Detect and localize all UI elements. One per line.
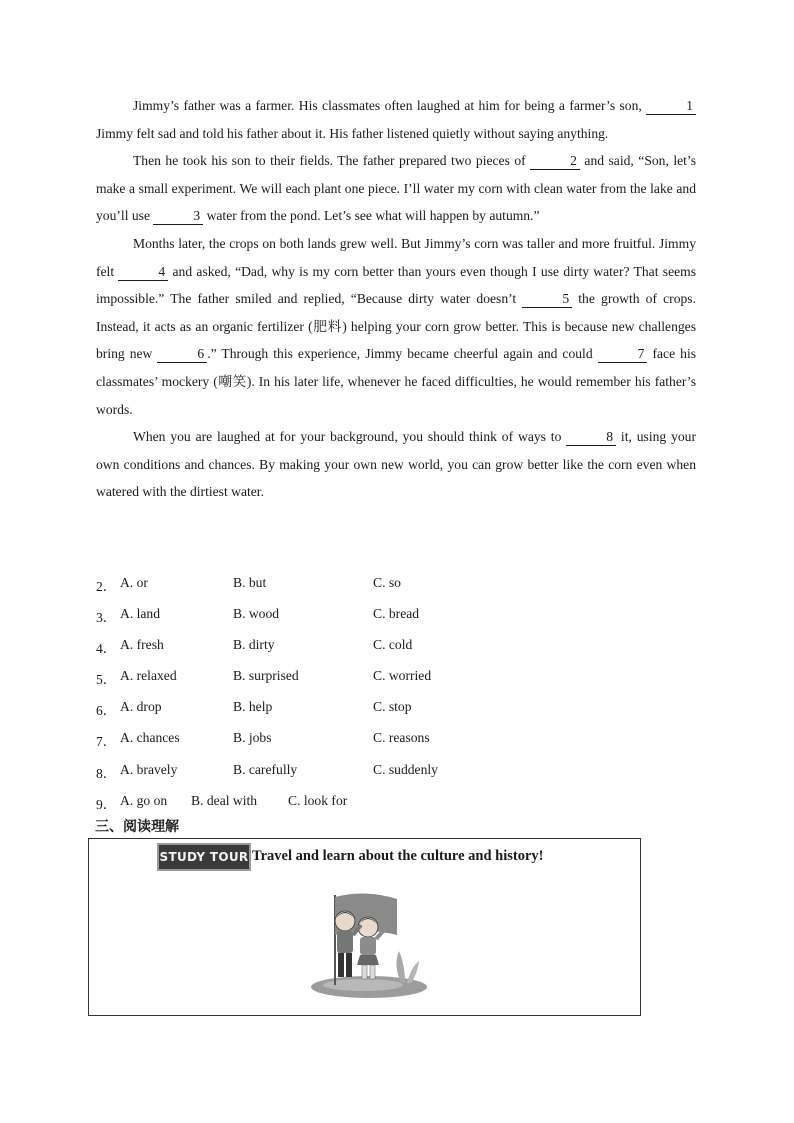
children-with-flag-illustration <box>305 885 429 1003</box>
option-c: C. so <box>373 575 401 590</box>
option-b: B. jobs <box>233 730 272 746</box>
blank-3: 3 <box>153 208 203 225</box>
paragraph-2: Then he took his son to their fields. The father prepared two pieces of 2 and said, “Son, let’s make a small experiment. We will each plant one piece. I’ll water my corn with clean water from the lake and you’ll use 3 water from the pond. Let’s see what will happen by autumn.” <box>96 153 696 224</box>
option-a: A. relaxed <box>120 668 177 684</box>
option-row: 6． A. drop B. help C. stop <box>96 699 412 719</box>
paragraph-4: When you are laughed at for your background, you should think of ways to 8 it, using your own conditions and chances. By making your own new world, you can grow better like the corn even when watered with the dirtiest water. <box>96 429 697 500</box>
option-a: A. drop <box>120 699 162 715</box>
option-row: 8． A. bravely B. carefully C. suddenly <box>96 761 438 781</box>
option-a: A. fresh <box>120 637 164 653</box>
cloze-passage <box>96 92 696 506</box>
option-c: C. bread <box>373 606 420 622</box>
option-c: C. look for <box>288 792 348 808</box>
box-title: Travel and learn about the culture and history! <box>252 848 544 864</box>
option-row: 9． A. go on B. deal with C. look for <box>96 792 348 812</box>
blank-2: 2 <box>530 153 580 170</box>
blank-8: 8 <box>566 429 616 446</box>
answer-options <box>96 569 696 818</box>
blank-7: 7 <box>598 346 648 363</box>
option-a: A. chances <box>120 730 180 746</box>
option-a: A. or <box>120 575 148 590</box>
paragraph-1: Jimmy’s father was a farmer. His classmates often laughed at him for being a farmer’s son, 1 Jimmy felt sad and told his father about it. His father listened quietly without saying anything. <box>96 92 696 147</box>
option-b: B. surprised <box>233 668 299 684</box>
option-a: A. go on <box>120 792 168 808</box>
option-a: A. bravely <box>120 761 178 777</box>
option-row: 5． A. relaxed B. surprised C. worried <box>96 668 432 688</box>
reading-box <box>88 838 641 1016</box>
section-title: 三、阅读理解 <box>95 819 179 835</box>
option-b: B. deal with <box>191 792 258 808</box>
option-c: C. worried <box>373 668 432 684</box>
option-a: A. land <box>120 606 161 622</box>
option-b: B. but <box>233 575 267 590</box>
option-row: 4． A. fresh B. dirty C. cold <box>96 637 413 657</box>
blank-5: 5 <box>522 291 572 308</box>
paragraph-3: Months later, the crops on both lands grew well. But Jimmy’s corn was taller and more fruitful. Jimmy felt 4 and asked, “Dad, why is my corn better than yours even though I use dirty water? That seems impossible.” The father smiled and replied, “Because dirty water doesn’t 5 the growth of crops. Instead, it acts as an organic fertilizer (肥料) helping your corn grow better. This is because new challenges bring new 6 .” Through this experience, Jimmy became cheerful again and could 7 face his classmates’ mockery (嘲笑). In his later life, whenever he faced difficulties, he would remember his father’s words. <box>96 235 697 417</box>
blank-4: 4 <box>118 264 168 281</box>
option-b: B. wood <box>233 606 280 622</box>
study-tour-badge: STUDY TOUR <box>157 843 251 871</box>
option-b: B. help <box>233 699 273 715</box>
option-b: B. carefully <box>233 761 298 777</box>
option-c: C. cold <box>373 637 413 653</box>
option-row: 2． A. or B. but C. so <box>96 575 401 594</box>
blank-1: 1 <box>646 98 696 115</box>
option-c: C. stop <box>373 699 412 715</box>
option-c: C. suddenly <box>373 761 438 777</box>
option-b: B. dirty <box>233 637 275 653</box>
option-c: C. reasons <box>373 730 430 746</box>
option-row: 3． A. land B. wood C. bread <box>96 606 420 626</box>
option-row: 7． A. chances B. jobs C. reasons <box>96 730 430 750</box>
blank-6: 6 <box>157 346 207 363</box>
